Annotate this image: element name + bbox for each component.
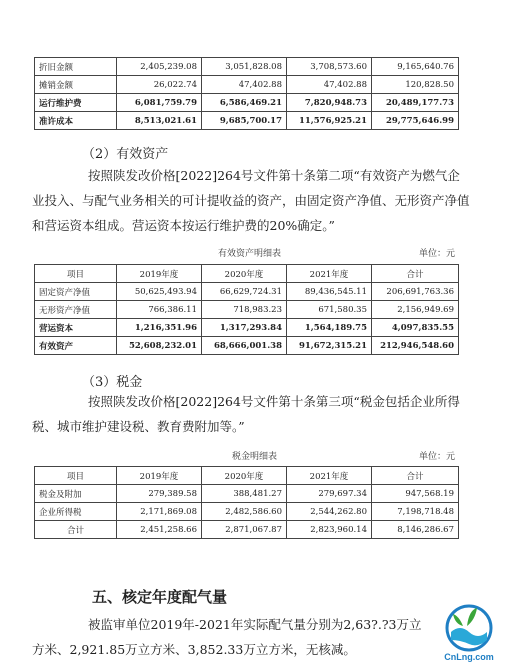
- section-heading-effective-assets: （2）有效资产: [82, 147, 169, 162]
- table-header-cell: 2019年度: [117, 265, 202, 283]
- table-header-row: [35, 265, 459, 283]
- table-cell: 2,544,262.80: [287, 503, 372, 521]
- table-cell: 89,436,545.11: [287, 283, 372, 301]
- row-label: 合计: [35, 521, 117, 539]
- table-cell: 3,051,828.08: [202, 58, 287, 76]
- unit-label: 单位：元: [419, 249, 456, 259]
- row-label: 企业所得税: [35, 503, 117, 521]
- table-cell: 20,489,177.73: [372, 94, 459, 112]
- table-cell: 2,405,239.08: [117, 58, 202, 76]
- table-cell: 206,691,763.36: [372, 283, 459, 301]
- table-row: [35, 337, 459, 355]
- logo-leaf-2: [453, 614, 463, 626]
- table-header-cell: 2021年度: [287, 467, 372, 485]
- cnlng-logo: [437, 600, 501, 664]
- table-cell: 11,576,925.21: [287, 112, 372, 130]
- row-label: 摊销金额: [35, 76, 117, 94]
- table-row: [35, 283, 459, 301]
- effective-assets-table: [34, 264, 459, 355]
- table-cell: 766,386.11: [117, 301, 202, 319]
- table-cell: 26,022.74: [117, 76, 202, 94]
- table-header-cell: 2020年度: [202, 467, 287, 485]
- logo-water: [451, 628, 487, 645]
- unit-label-tax: 单位：元: [419, 452, 456, 462]
- table-cell: 1,317,293.84: [202, 319, 287, 337]
- table-cell: 718,983.23: [202, 301, 287, 319]
- table-row: [35, 301, 459, 319]
- section-heading-tax: （3）税金: [82, 375, 143, 390]
- table-cell: 212,946,548.60: [372, 337, 459, 355]
- table-row: [35, 112, 459, 130]
- table-caption-effective-assets: 有效资产明细表: [218, 249, 282, 259]
- table-cell: 7,820,948.73: [287, 94, 372, 112]
- row-label: 折旧金额: [35, 58, 117, 76]
- row-label: 税金及附加: [35, 485, 117, 503]
- table-cell: 1,216,351.96: [117, 319, 202, 337]
- row-label: 准许成本: [35, 112, 117, 130]
- table-header-cell: 合计: [372, 467, 459, 485]
- table-header-cell: 2020年度: [202, 265, 287, 283]
- table-cell: 3,708,573.60: [287, 58, 372, 76]
- table-cell: 9,165,640.76: [372, 58, 459, 76]
- paragraph-gas-volume: 被监审单位2019年-2021年实际配气量分别为2,63?.?3万立方米、2,921.85万立方米、3,852.33万立方米，无核减。: [32, 617, 422, 657]
- table-header-cell: 合计: [372, 265, 459, 283]
- cost-table: [34, 57, 459, 130]
- table-cell: 68,666,001.38: [202, 337, 287, 355]
- table-cell: 120,828.50: [372, 76, 459, 94]
- table-caption-tax: 税金明细表: [232, 452, 278, 462]
- table-cell: 9,685,700.17: [202, 112, 287, 130]
- section-title-gas-volume: 五、核定年度配气量: [92, 588, 228, 606]
- tax-table: [34, 466, 459, 539]
- table-cell: 47,402.88: [287, 76, 372, 94]
- table-cell: 2,171,869.08: [117, 503, 202, 521]
- table-cell: 1,564,189.75: [287, 319, 372, 337]
- row-label: 有效资产: [35, 337, 117, 355]
- table-cell: 47,402.88: [202, 76, 287, 94]
- table-cell: 279,697.34: [287, 485, 372, 503]
- table-cell: 50,625,493.94: [117, 283, 202, 301]
- table-cell: 2,482,586.60: [202, 503, 287, 521]
- table-cell: 388,481.27: [202, 485, 287, 503]
- table-cell: 91,672,315.21: [287, 337, 372, 355]
- logo-text: CnLng.com: [444, 652, 494, 662]
- table-cell: 66,629,724.31: [202, 283, 287, 301]
- table-cell: 2,451,258.66: [117, 521, 202, 539]
- table-cell: 6,586,469.21: [202, 94, 287, 112]
- table-cell: 279,389.58: [117, 485, 202, 503]
- table-cell: 52,608,232.01: [117, 337, 202, 355]
- table-row: [35, 319, 459, 337]
- table-header-cell: 项目: [35, 467, 117, 485]
- table-header-cell: 2021年度: [287, 265, 372, 283]
- row-label: 无形资产净值: [35, 301, 117, 319]
- row-label: 运行维护费: [35, 94, 117, 112]
- table-cell: 2,871,067.87: [202, 521, 287, 539]
- table-header-cell: 项目: [35, 265, 117, 283]
- table-cell: 7,198,718.48: [372, 503, 459, 521]
- paragraph-tax: 按照陕发改价格[2022]264号文件第十条第三项“税金包括企业所得税、城市维护建设税、教育费附加等。”: [32, 394, 460, 434]
- table-row: [35, 94, 459, 112]
- row-label: 营运资本: [35, 319, 117, 337]
- table-cell: 2,156,949.69: [372, 301, 459, 319]
- table-cell: 2,823,960.14: [287, 521, 372, 539]
- table-header-row: [35, 467, 459, 485]
- table-cell: 8,513,021.61: [117, 112, 202, 130]
- table-cell: 671,580.35: [287, 301, 372, 319]
- paragraph-effective-assets: 按照陕发改价格[2022]264号文件第十条第二项“有效资产为燃气企业投入、与配气业务相关的可计提收益的资产，由固定资产净值、无形资产净值和营运资本组成。营运资本按运行维护费的20%确定。”: [32, 168, 470, 233]
- table-header-cell: 2019年度: [117, 467, 202, 485]
- table-cell: 29,775,646.99: [372, 112, 459, 130]
- table-cell: 8,146,286.67: [372, 521, 459, 539]
- table-row: [35, 76, 459, 94]
- table-row: [35, 485, 459, 503]
- table-row: [35, 503, 459, 521]
- table-row: [35, 521, 459, 539]
- table-row: [35, 58, 459, 76]
- table-cell: 947,568.19: [372, 485, 459, 503]
- table-cell: 6,081,759.79: [117, 94, 202, 112]
- logo-leaf: [467, 608, 477, 626]
- table-cell: 4,097,835.55: [372, 319, 459, 337]
- row-label: 固定资产净值: [35, 283, 117, 301]
